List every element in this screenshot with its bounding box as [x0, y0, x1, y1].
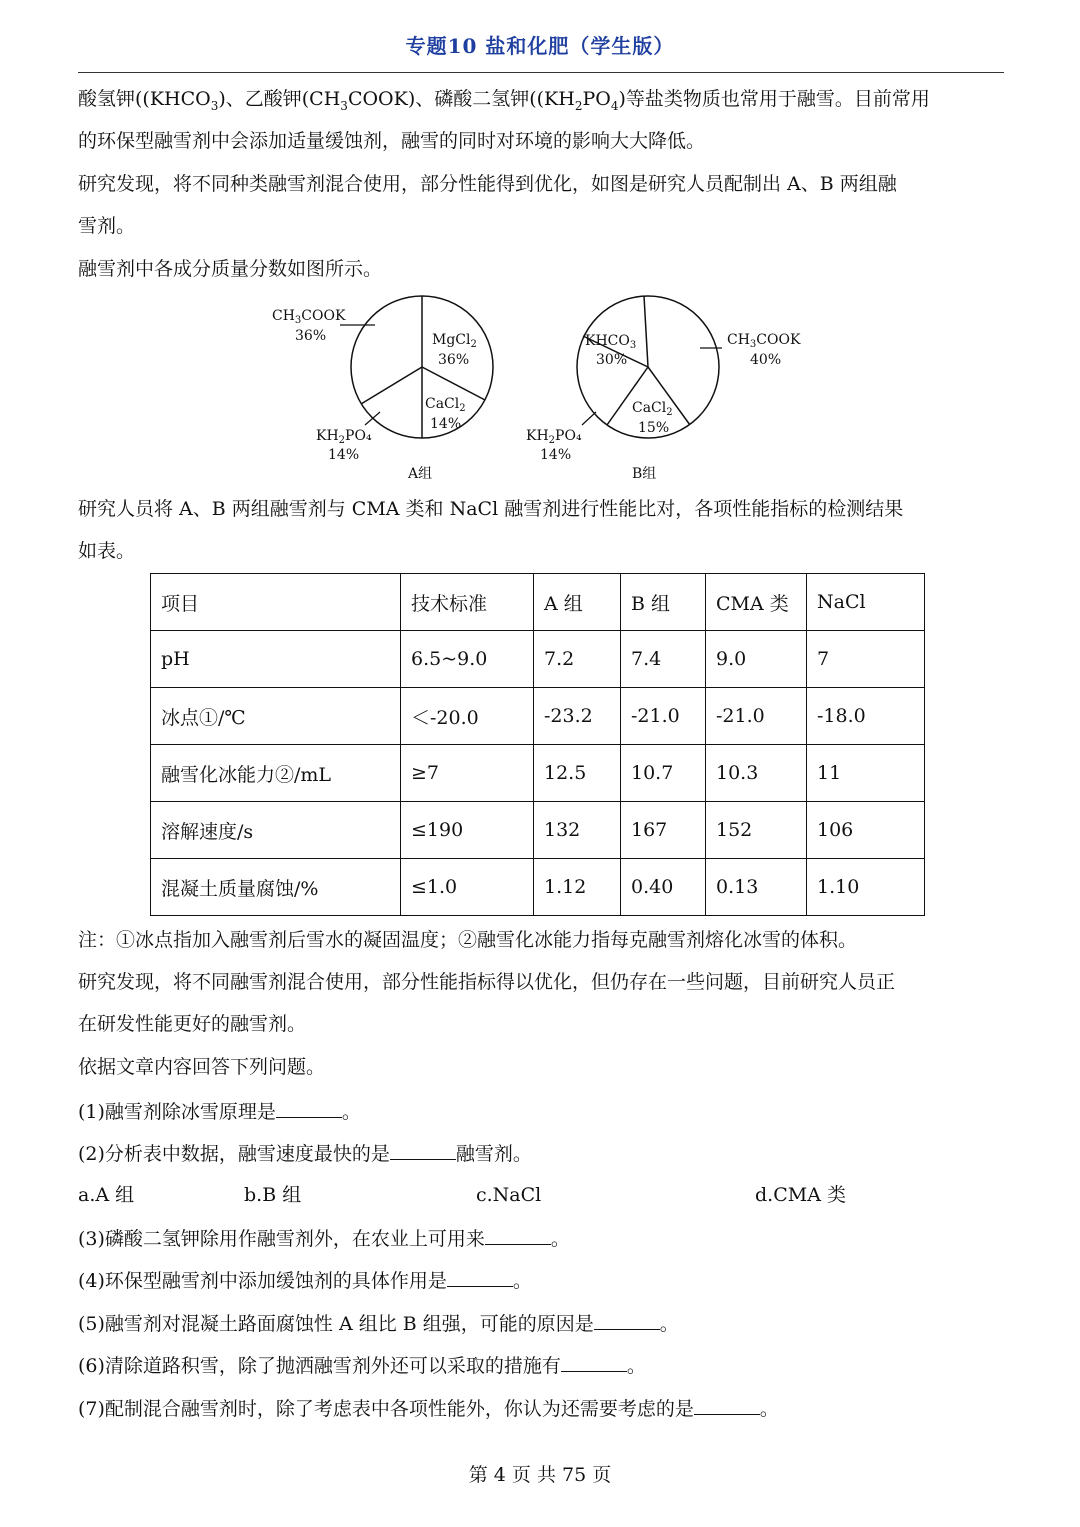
- table-header-cell: 技术标准: [401, 574, 534, 631]
- question-5: (5)融雪剂对混凝土路面腐蚀性 A 组比 B 组强，可能的原因是 。: [78, 1309, 679, 1337]
- answer-blank-4[interactable]: [447, 1266, 513, 1287]
- pie-a-slice-1-value: 36%: [295, 328, 327, 344]
- table-header-cell: A 组: [534, 574, 621, 631]
- pie-b-divider-3: [607, 367, 648, 425]
- page-header-title: 专题10 盐和化肥（学生版）: [405, 34, 675, 58]
- answer-blank-7[interactable]: [694, 1394, 760, 1415]
- answer-blank-6[interactable]: [561, 1351, 627, 1372]
- table-cell: 11: [807, 745, 925, 802]
- paragraph-5-line-1: 研究发现，将不同融雪剂混合使用，部分性能指标得以优化，但仍存在一些问题，目前研究人员正: [78, 971, 896, 993]
- table-cell: 0.13: [706, 859, 807, 916]
- table-row: [151, 745, 925, 802]
- table-cell: 6.5~9.0: [401, 631, 534, 688]
- paragraph-5-line-2: 在研发性能更好的融雪剂。: [78, 1013, 307, 1035]
- question-7: (7)配制混合融雪剂时，除了考虑表中各项性能外，你认为还需要考虑的是 。: [78, 1394, 779, 1422]
- paragraph-2-line-2: 雪剂。: [78, 215, 136, 237]
- option-b[interactable]: b.B 组: [244, 1184, 302, 1206]
- pie-b-slice-4-label: $KH_2PO_4$: [526, 428, 582, 446]
- table-cell: 12.5: [534, 745, 621, 802]
- table-cell: ＜-20.0: [401, 688, 534, 745]
- option-d[interactable]: d.CMA 类: [755, 1184, 846, 1206]
- pie-a-slice-1-label: $CH_3COOK$: [272, 308, 346, 326]
- question-2: (2)分析表中数据，融雪速度最快的是 融雪剂。: [78, 1139, 532, 1167]
- table-cell: 7.4: [621, 631, 706, 688]
- paragraph-2-line-1: 研究发现，将不同种类融雪剂混合使用，部分性能得到优化，如图是研究人员配制出 A、B 两组融: [78, 173, 897, 195]
- paragraph-6: 依据文章内容回答下列问题。: [78, 1056, 326, 1078]
- table-cell: 10.3: [706, 745, 807, 802]
- answer-blank-5[interactable]: [594, 1309, 660, 1330]
- paragraph-1-line-1: 酸氢钾($(KHCO_3)$、乙酸钾$(CH_3COOK)$、磷酸二氢钾($(KH_2PO_4)$等盐类物质也常用于融雪。目前常用: [78, 88, 930, 113]
- question-1: (1)融雪剂除冰雪原理是 。: [78, 1097, 361, 1125]
- table-cell: ≥7: [401, 745, 534, 802]
- table-cell: -18.0: [807, 688, 925, 745]
- paragraph-4-line-2: 如表。: [78, 540, 136, 562]
- table-header-cell: NaCl: [807, 574, 925, 631]
- table-cell: 混凝土质量腐蚀/%: [151, 859, 401, 916]
- question-4: (4)环保型融雪剂中添加缓蚀剂的具体作用是 。: [78, 1266, 532, 1294]
- answer-blank-2[interactable]: [390, 1139, 456, 1160]
- table-header-cell: CMA 类: [706, 574, 807, 631]
- pie-a-slice-3-label: CaCl$_2$: [425, 396, 466, 414]
- table-cell: -23.2: [534, 688, 621, 745]
- header-divider: [78, 72, 1004, 73]
- table-header-row: [151, 574, 925, 631]
- pie-a-slice-4-label: $KH_2PO_4$: [316, 428, 372, 446]
- table-cell: 溶解速度/s: [151, 802, 401, 859]
- pie-a-slice-4-value: 14%: [328, 447, 360, 463]
- table-header-cell: B 组: [621, 574, 706, 631]
- pie-a-slice-2-value: 36%: [438, 352, 470, 368]
- pie-b-slice-1-label: $KHCO_3$: [585, 333, 637, 351]
- pie-a-slice-3-value: 14%: [430, 416, 462, 432]
- table-cell: 0.40: [621, 859, 706, 916]
- table-cell: 融雪化冰能力②/mL: [151, 745, 401, 802]
- table-cell: -21.0: [706, 688, 807, 745]
- answer-blank-3[interactable]: [485, 1224, 551, 1245]
- question-6: (6)清除道路积雪，除了抛洒融雪剂外还可以采取的措施有 。: [78, 1351, 646, 1379]
- table-cell: 冰点①/℃: [151, 688, 401, 745]
- pie-b-slice-3-label: CaCl$_2$: [632, 400, 673, 418]
- pie-b-divider-1: [644, 296, 648, 367]
- table-cell: 7: [807, 631, 925, 688]
- paragraph-1-line-2: 的环保型融雪剂中会添加适量缓蚀剂，融雪的同时对环境的影响大大降低。: [78, 130, 706, 152]
- paragraph-3: 融雪剂中各成分质量分数如图所示。: [78, 258, 383, 280]
- pie-b-slice-3-value: 15%: [638, 420, 670, 436]
- table-cell: 10.7: [621, 745, 706, 802]
- table-cell: 167: [621, 802, 706, 859]
- pie-b-slice-2-value: 40%: [750, 352, 782, 368]
- table-cell: 106: [807, 802, 925, 859]
- pie-b-slice-2-label: $CH_3COOK$: [727, 332, 801, 350]
- option-a[interactable]: a.A 组: [78, 1184, 135, 1206]
- answer-blank-1[interactable]: [276, 1097, 342, 1118]
- paragraph-4-line-1: 研究人员将 A、B 两组融雪剂与 CMA 类和 NaCl 融雪剂进行性能比对，各项性能指标的检测结果: [78, 498, 904, 520]
- table-cell: 9.0: [706, 631, 807, 688]
- table-cell: ≤190: [401, 802, 534, 859]
- question-3: (3)磷酸二氢钾除用作融雪剂外，在农业上可用来 。: [78, 1224, 570, 1252]
- pie-a-title: A组: [408, 466, 433, 482]
- table-cell: ≤1.0: [401, 859, 534, 916]
- table-row: [151, 688, 925, 745]
- page-footer: 第 4 页 共 75 页: [468, 1464, 612, 1486]
- table-cell: 152: [706, 802, 807, 859]
- pie-chart-a: [272, 296, 493, 482]
- performance-table: [150, 573, 925, 916]
- pie-b-title: B组: [632, 466, 657, 482]
- pie-a-slice-2-label: MgCl$_2$: [432, 332, 477, 350]
- pie-a-divider-4: [361, 367, 422, 404]
- composition-pie-charts: [260, 292, 820, 487]
- pie-b-slice-1-value: 30%: [596, 352, 628, 368]
- table-row: [151, 859, 925, 916]
- table-cell: 1.10: [807, 859, 925, 916]
- table-header-cell: 项目: [151, 574, 401, 631]
- option-c[interactable]: c.NaCl: [476, 1184, 542, 1206]
- table-cell: 132: [534, 802, 621, 859]
- pie-chart-b: [526, 296, 801, 482]
- table-row: [151, 802, 925, 859]
- pie-b-slice-4-value: 14%: [540, 447, 572, 463]
- table-cell: pH: [151, 631, 401, 688]
- table-cell: -21.0: [621, 688, 706, 745]
- table-row: [151, 631, 925, 688]
- pie-b-leader-kh2po4: [582, 412, 596, 425]
- table-note: 注：①冰点指加入融雪剂后雪水的凝固温度；②融雪化冰能力指每克融雪剂熔化冰雪的体积。: [78, 929, 858, 951]
- table-cell: 7.2: [534, 631, 621, 688]
- table-cell: 1.12: [534, 859, 621, 916]
